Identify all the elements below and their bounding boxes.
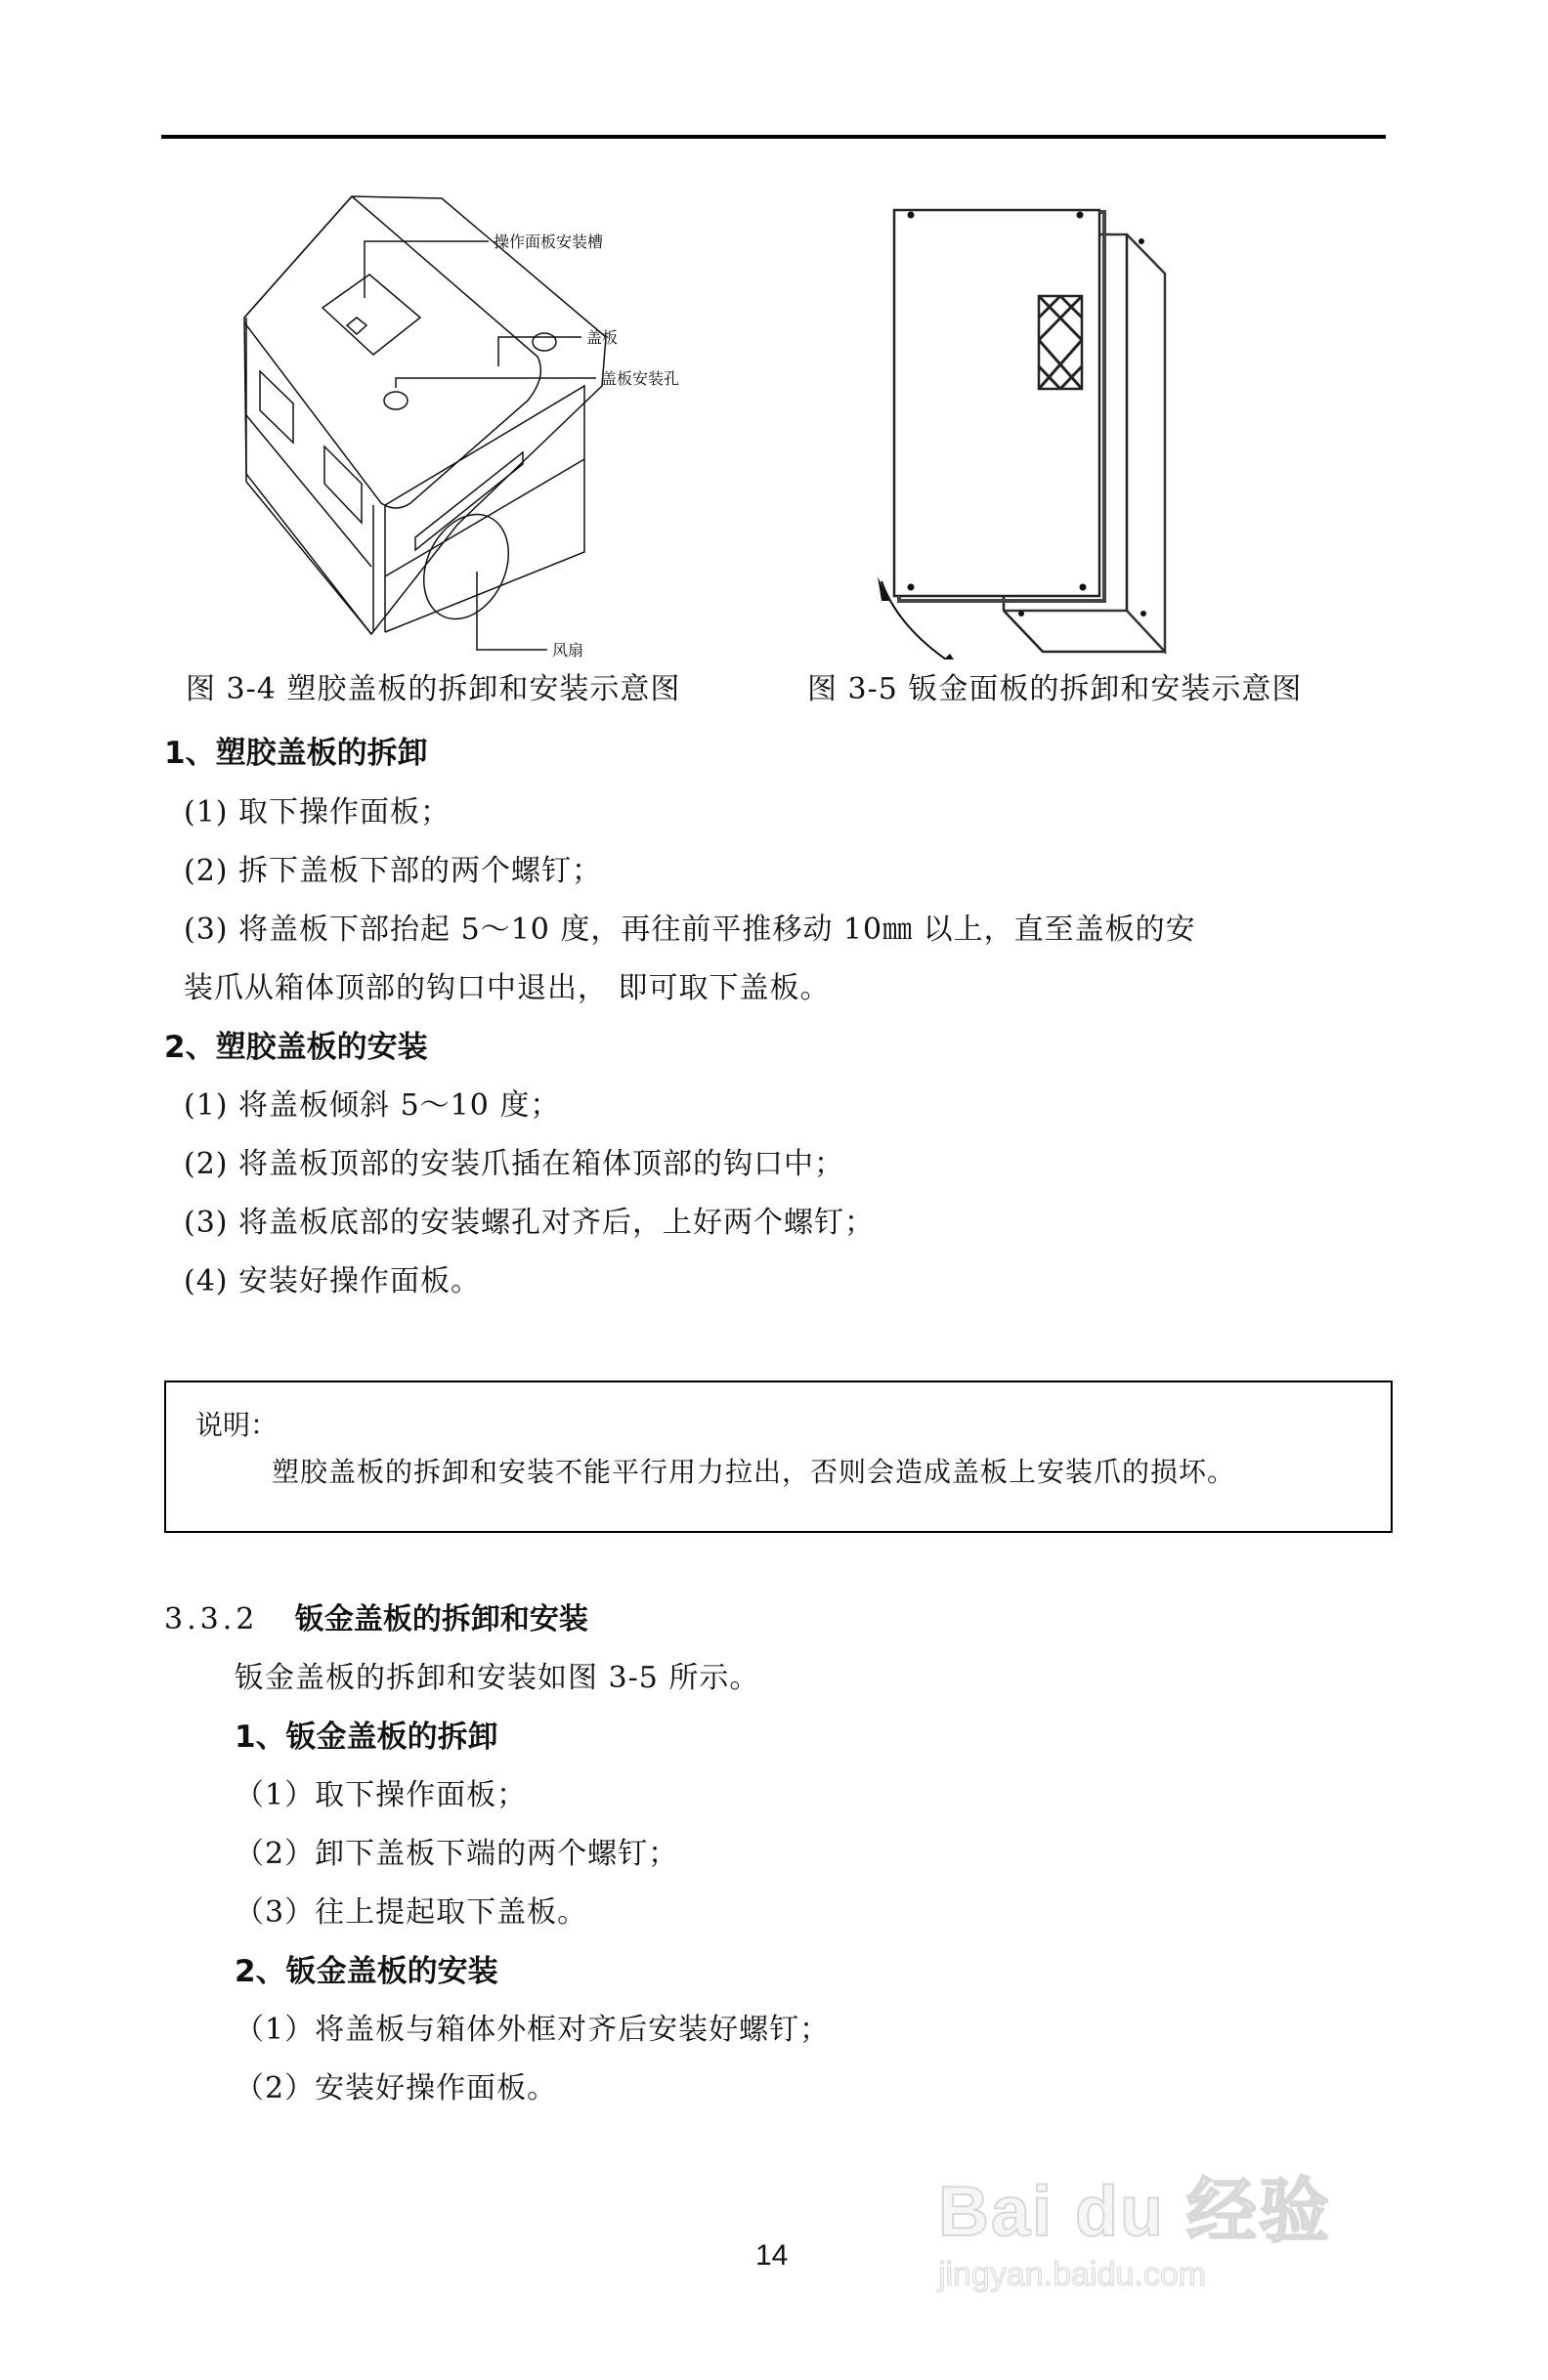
page-number: 14 — [755, 2239, 789, 2272]
figure-3-5-caption: 图 3-5 钣金面板的拆卸和安装示意图 — [807, 672, 1303, 706]
step-item: (1) 将盖板倾斜 5～10 度； — [184, 1088, 561, 1123]
heading-plastic-cover-install: 2、塑胶盖板的安装 — [164, 1030, 428, 1065]
step-item: （1）取下操作面板； — [235, 1778, 528, 1812]
header-rule — [161, 135, 1386, 139]
note-box — [164, 1381, 1393, 1533]
label-cover-hole: 盖板安装孔 — [601, 369, 680, 388]
step-item: (1) 取下操作面板； — [184, 795, 452, 829]
step-item: （1）将盖板与箱体外框对齐后安装好螺钉； — [235, 2013, 831, 2047]
step-item: （2）卸下盖板下端的两个螺钉； — [235, 1837, 679, 1871]
figure-3-4-caption: 图 3-4 塑胶盖板的拆卸和安装示意图 — [186, 672, 681, 706]
section-intro: 钣金盖板的拆卸和安装如图 3-5 所示。 — [235, 1661, 760, 1695]
step-item: (2) 将盖板顶部的安装爪插在箱体顶部的钩口中； — [184, 1147, 845, 1181]
section-3-3-2-heading — [164, 1594, 588, 1637]
note-text: 塑胶盖板的拆卸和安装不能平行用力拉出，否则会造成盖板上安装爪的损坏。 — [272, 1456, 1236, 1488]
label-cover: 盖板 — [586, 328, 619, 347]
heading-sheet-metal-removal: 1、钣金盖板的拆卸 — [235, 1720, 498, 1755]
step-item: (3) 将盖板底部的安装螺孔对齐后，上好两个螺钉； — [184, 1206, 876, 1240]
step-item: （2）安装好操作面板。 — [235, 2071, 558, 2105]
figure-3-4-plastic-cover-diagram — [225, 191, 831, 669]
step-item: (2) 拆下盖板下部的两个螺钉； — [184, 854, 603, 888]
baidu-jingyan-watermark — [938, 2154, 1331, 2294]
heading-sheet-metal-install: 2、钣金盖板的安装 — [235, 1954, 498, 1989]
watermark-brand: Bai du 经验 — [938, 2173, 1332, 2251]
step-item-continued: 装爪从箱体顶部的钩口中退出， 即可取下盖板。 — [184, 971, 831, 1005]
section-number: 3.3.2 — [164, 1602, 259, 1636]
step-item: (3) 将盖板下部抬起 5～10 度，再往前平推移动 10㎜ 以上，直至盖板的安 — [184, 913, 1196, 947]
note-title: 说明： — [195, 1409, 279, 1441]
figure-3-5-sheet-metal-panel-diagram — [860, 191, 1270, 659]
step-item: （3）往上提起取下盖板。 — [235, 1895, 588, 1930]
label-fan: 风扇 — [552, 641, 584, 659]
heading-plastic-cover-removal: 1、塑胶盖板的拆卸 — [164, 736, 428, 771]
step-item: (4) 安装好操作面板。 — [184, 1264, 482, 1298]
label-panel-slot: 操作面板安装槽 — [494, 233, 604, 251]
section-title: 钣金盖板的拆卸和安装 — [294, 1602, 588, 1636]
watermark-url: jingyan.baidu.com — [938, 2256, 1207, 2293]
